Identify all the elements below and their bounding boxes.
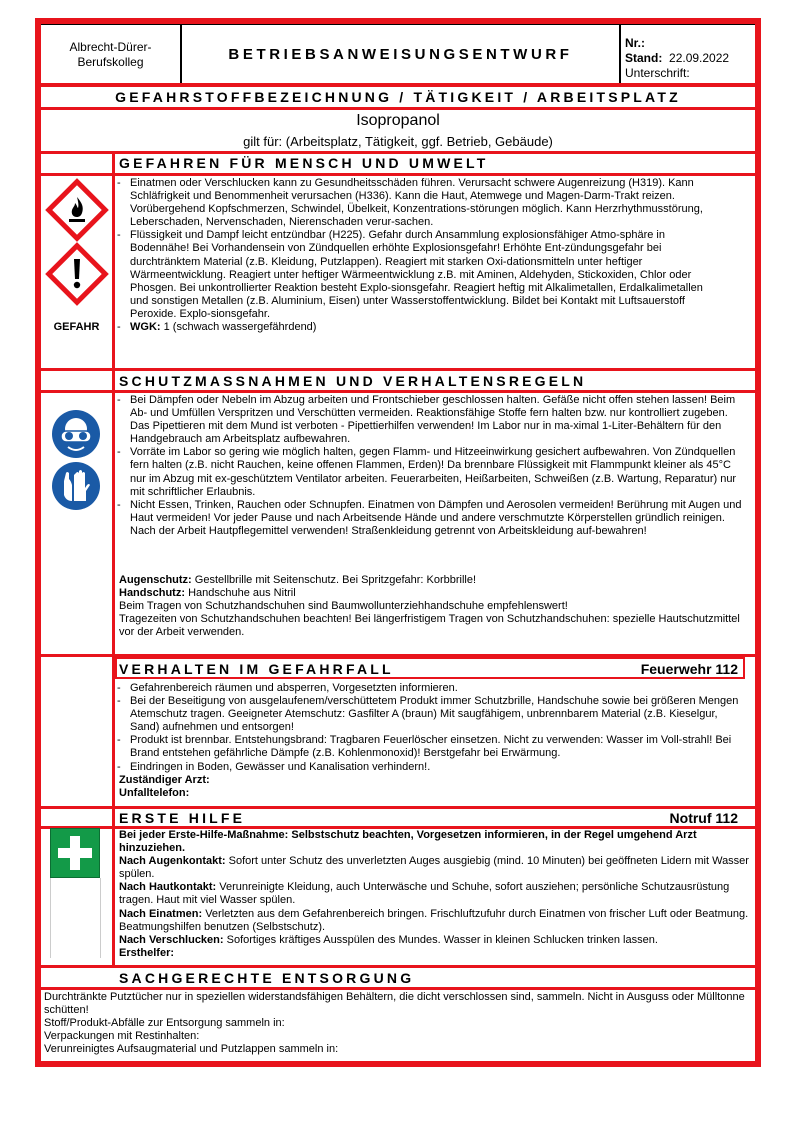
disposal-title-line <box>41 987 755 990</box>
first-aid-column-line <box>112 809 115 967</box>
stand-value: 22.09.2022 <box>669 51 730 65</box>
hazard-item-2: Flüssigkeit und Dampf leicht entzündbar (H225). Gefahr durch Ansammlung explosionsfähiger Atmo-sphäre in Bodennähe! Bei Vorhandensein von Zündquellen erhöhte Explosionsgefahr! Erhöhte Ent-zündungsgefahr bei durchtränktem Material (z.B. Kleidung, Putzlappen). Reagiert mit starken Oxi-dationsmitteln unter heftiger Wärmeentwicklung. Reagiert unter heftiger Wärmeentwicklung z.B. mit Aminen, Aldehyden, Stickoxiden, Chlor oder Phosgen. Bei unkontrollierter Reaktion besteht Explo-sionsgefahr. Reagiert heftig mit Alkalimetallen, Erdalkalimetallen und sonstigen Metallen (z.B. Aluminium, Eisen) unter Wasserstoffentwicklung. Bildet bei Kontakt mit Luftsauerstoff Peroxide. Explo-sionsgefahr. <box>130 229 703 320</box>
substance-scope: gilt für: (Arbeitsplatz, Tätigkeit, ggf. Betrieb, Gebäude) <box>243 134 553 149</box>
school-line-2: Berufskolleg <box>77 55 144 69</box>
signature-label: Unterschrift: <box>625 66 690 80</box>
protection-text <box>117 394 747 538</box>
hazards-column-line <box>112 154 115 370</box>
ppe-text <box>119 574 749 639</box>
glove-note-2: Tragezeiten von Schutzhandschuhen beachten! Bei längerfristigem Tragen von Schutzhandschuhen: spezielle Hautschutzmittel vor der Arbeit verwenden. <box>119 613 740 639</box>
substance-title-line <box>41 107 755 110</box>
substance-name: Isopropanol <box>356 112 440 129</box>
hazard-item-1: Einatmen oder Verschlucken kann zu Gesundheitsschäden führen. Verursacht schwere Augenreizung (H319). Kann Schläfrigkeit und Benommenheit verursachen (H336). Kann die Haut, Atemwege und Magen-Darm-Trakt reizen. Vorübergehend Kopfschmerzen, Schwindel, Übelkeit, Konzentrations-störungen möglich. Kann Herzrhythmusstörung, Leberschaden, Nervenschaden, Nierenschaden verur-sachen. <box>130 177 703 229</box>
eye-protection-icon <box>51 409 101 459</box>
skin-contact-text: Verunreinigte Kleidung, auch Unterwäsche und Schuhe, sofort ausziehen; persönliche Schutzausrüstung tragen. Haut mit viel Wasser spülen. <box>119 881 730 907</box>
list-item: - Gefahrenbereich räumen und absperren, Vorgesetzten informieren. <box>117 682 747 695</box>
first-aid-text <box>119 829 749 960</box>
document-title: BETRIEBSANWEISUNGSENTWURF <box>228 46 573 63</box>
list-item: - Einatmen oder Verschlucken kann zu Gesundheitsschäden führen. Verursacht schwere Augenreizung (H319). Kann Schläfrigkeit und Benommenheit verursachen (H336). Kann die Haut, Atemwege und Magen-Darm-Trakt reizen. Vorübergehend Kopfschmerzen, Schwindel, Übelkeit, Konzentrations-störungen möglich. Kann Herzrhythmusstörung, Leberschaden, Nervenschaden, Nierenschaden verur-sachen. <box>117 177 712 229</box>
first-aid-photo-placeholder <box>50 878 101 958</box>
stand-label: Stand: <box>625 51 663 65</box>
skin-contact-label: Nach Hautkontakt: <box>119 881 217 894</box>
first-aid-cross-icon <box>50 828 100 878</box>
first-aid-intro: Bei jeder Erste-Hilfe-Maßnahme: Selbstschutz beachten, Vorgesetzen informieren, in der Regel umgehend Arzt hinzuziehen. <box>119 829 697 855</box>
emergency-text <box>117 682 747 800</box>
disposal-top-line <box>41 965 755 968</box>
swallowing-label: Nach Verschlucken: <box>119 933 224 946</box>
substance-section-title: GEFAHRSTOFFBEZEICHNUNG / TÄTIGKEIT / ARBEITSPLATZ <box>115 89 681 105</box>
list-item: - Produkt ist brennbar. Entstehungsbrand: Tragbaren Feuerlöscher einsetzen. Nicht zu verwenden: Wasser im Voll-strahl! Bei Brand entstehen gefährliche Dämpfe (z.B. Kohlenmonoxid)! Berstgefahr bei Erwärmung. <box>117 734 747 760</box>
eye-contact-label: Nach Augenkontakt: <box>119 855 226 868</box>
fire-department-number: Feuerwehr 112 <box>640 661 738 677</box>
first-aid-section-title: ERSTE HILFE <box>119 810 246 826</box>
disposal-text <box>44 991 749 1056</box>
emergency-item-4: Eindringen in Boden, Gewässer und Kanalisation verhindern!. <box>130 760 431 773</box>
exclamation-pictogram-icon <box>44 241 110 307</box>
first-aider-label: Ersthelfer: <box>119 946 175 959</box>
list-item: - Eindringen in Boden, Gewässer und Kanalisation verhindern!. <box>117 761 747 774</box>
list-item: - Flüssigkeit und Dampf leicht entzündbar (H225). Gefahr durch Ansammlung explosionsfähiger Atmo-sphäre in Bodennähe! Bei Vorhandensein von Zündquellen erhöhte Explosionsgefahr! Erhöhte Ent-zündungsgefahr bei durchtränktem Material (z.B. Kleidung, Putzlappen). Reagiert mit starken Oxi-dationsmitteln unter heftiger Wärmeentwicklung. Reagiert unter heftiger Wärmeentwicklung z.B. mit Aminen, Aldehyden, Stickoxiden, Chlor oder Phosgen. Bei unkontrollierter Reaktion besteht Explo-sionsgefahr. Reagiert heftig mit Alkalimetallen, Erdalkalimetallen und sonstigen Metallen (z.B. Aluminium, Eisen) unter Wasserstoffentwicklung. Bildet bei Kontakt mit Luftsauerstoff Peroxide. Explo-sionsgefahr. <box>117 229 712 321</box>
list-item: - Nicht Essen, Trinken, Rauchen oder Schnupfen. Einatmen von Dämpfen und Aerosolen vermeiden! Berührung mit Augen und Haut vermeiden! Vor jeder Pause und nach Arbeitsende Hände und andere verschmutzte Körperstellen gründlich reinigen. Nach der Arbeit Hautpflegemittel verwenden! Straßenkleidung getrennt von Arbeitskleidung auf-bewahren! <box>117 499 747 538</box>
hazards-title-line <box>41 173 755 176</box>
emergency-section-title: VERHALTEN IM GEFAHRFALL <box>119 661 394 677</box>
flammable-pictogram-icon <box>44 177 110 243</box>
protection-title-line <box>41 390 755 393</box>
school-name <box>41 40 180 70</box>
doctor-label: Zuständiger Arzt: <box>119 773 210 786</box>
wgk-label: WGK: <box>130 321 161 334</box>
swallowing-text: Sofortiges kräftiges Ausspülen des Mundes. Wasser in kleinen Schlucken trinken lassen. <box>226 933 658 946</box>
eye-contact-text: Sofort unter Schutz des unverletzten Auges ausgiebig (mind. 10 Minuten) bei geöffneten Lidern mit Wasser spülen. <box>119 855 749 881</box>
school-line-1: Albrecht-Dürer- <box>69 40 152 54</box>
protection-top-line <box>41 368 755 371</box>
signal-word: GEFAHR <box>53 321 100 333</box>
protection-column-line <box>112 371 115 656</box>
list-item: - Bei der Beseitigung von ausgelaufenem/verschüttetem Produkt immer Schutzbrille, Handschuhe sowie bei größeren Mengen Atemschutz tragen. Geeigneter Atemschutz: Gasfilter A (braun) Mit saugfähigem, unbrennbarem Material (z.B. Kieselgur, Sand) aufnehmen und entsorgen! <box>117 695 747 734</box>
list-item: - WGK: 1 (schwach wassergefährdend) <box>117 321 317 334</box>
hazards-text <box>117 177 712 334</box>
header-top-line <box>41 24 755 25</box>
header-meta <box>625 36 729 81</box>
disposal-line-1: Durchtränkte Putztücher nur in speziellen widerstandsfähigen Behältern, die dicht verschlossen sind, sammeln. Nicht in Ausguss oder Mülltonne schütten! <box>44 991 745 1017</box>
first-aid-top-line <box>41 806 755 809</box>
eye-protection-value: Gestellbrille mit Seitenschutz. Bei Spritzgefahr: Korbbrille! <box>194 574 477 586</box>
hand-protection-label: Handschutz: <box>119 587 185 600</box>
emergency-column-line <box>112 657 115 807</box>
disposal-line-3: Verpackungen mit Restinhalten: <box>44 1030 200 1043</box>
emergency-item-1: Gefahrenbereich räumen und absperren, Vorgesetzten informieren. <box>130 682 458 694</box>
hazards-section-title: GEFAHREN FÜR MENSCH UND UMWELT <box>119 155 489 171</box>
hand-protection-icon <box>51 461 101 511</box>
eye-protection-label: Augenschutz: <box>119 574 192 586</box>
protection-item-3: Nicht Essen, Trinken, Rauchen oder Schnupfen. Einatmen von Dämpfen und Aerosolen vermeiden! Berührung mit Augen und Haut vermeiden! Vor jeder Pause und nach Arbeitsende Hände und andere verschmutzte Körperstellen gründlich reinigen. Nach der Arbeit Hautpflegemittel verwenden! Straßenkleidung getrennt von Arbeitskleidung auf-bewahren! <box>130 498 742 537</box>
protection-item-2: Vorräte im Labor so gering wie möglich halten, gegen Flamm- und Hitzeeinwirkung gesichert aufbewahren. Von Zündquellen fern halten (z.B. nicht Rauchen, keine offenen Flammen, Erden)! Da brennbare Flüssigkeit mit Flammpunkt kleiner als 45°C nur im Abzug mit ex-geschütztem Ventilator arbeiten. Feuerarbeiten, Heißarbeiten, Schweißen (z.B. Wartung, Reparatur) nur mit schriftlicher Erlaubnis. <box>130 446 737 498</box>
glove-note-1: Beim Tragen von Schutzhandschuhen sind Baumwollunterziehhandschuhe empfehlenswert! <box>119 600 568 613</box>
emergency-item-2: Bei der Beseitigung von ausgelaufenem/verschüttetem Produkt immer Schutzbrille, Handschuhe sowie bei größeren Mengen Atemschutz tragen. Geeigneter Atemschutz: Gasfilter A (braun) Mit saugfähigem, unbrennbarem Material (z.B. Kieselgur, Sand) aufnehmen und entsorgen! <box>130 695 739 734</box>
protection-section-title: SCHUTZMASSNAHMEN UND VERHALTENSREGELN <box>119 373 587 389</box>
header-bottom-line <box>41 83 755 87</box>
nr-label: Nr.: <box>625 36 646 50</box>
header-divider-right <box>619 24 621 84</box>
hand-protection-value: Handschuhe aus Nitril <box>188 587 296 600</box>
protection-item-1: Bei Dämpfen oder Nebeln im Abzug arbeiten und Frontschieber geschlossen halten. Gefäße nicht offen stehen lassen! Beim Ab- und Umfüllen Verspritzen und Verschütten vermeiden. Reaktionsfähige Stoffe fern halten bzw. nur kontrolliert zugeben. Das Pipettieren mit dem Mund ist verboten - Pipettierhilfen verwenden! Im Labor nur in ma-ximal 1-Liter-Behältern für den Handgebrauch am Arbeitsplatz aufbewahren. <box>130 394 736 446</box>
disposal-section-title: SACHGERECHTE ENTSORGUNG <box>119 970 415 986</box>
emergency-item-3: Produkt ist brennbar. Entstehungsbrand: Tragbaren Feuerlöscher einsetzen. Nicht zu verwenden: Wasser im Voll-strahl! Bei Brand entstehen gefährliche Dämpfe (z.B. Kohlenmonoxid)! Berstgefahr bei Erwärmung. <box>130 734 732 760</box>
inhalation-label: Nach Einatmen: <box>119 907 203 920</box>
disposal-line-2: Stoff/Produkt-Abfälle zur Entsorgung sammeln in: <box>44 1017 285 1030</box>
emergency-call-number: Notruf 112 <box>669 810 738 826</box>
accident-phone-label: Unfalltelefon: <box>119 786 190 799</box>
wgk-value: 1 (schwach wassergefährdend) <box>163 321 317 334</box>
disposal-line-4: Verunreinigtes Aufsaugmaterial und Putzlappen sammeln in: <box>44 1043 339 1056</box>
list-item: - Vorräte im Labor so gering wie möglich halten, gegen Flamm- und Hitzeeinwirkung gesichert aufbewahren. Von Zündquellen fern halten (z.B. nicht Rauchen, keine offenen Flammen, Erden)! Da brennbare Flüssigkeit mit Flammpunkt kleiner als 45°C nur im Abzug mit ex-geschütztem Ventilator arbeiten. Feuerarbeiten, Heißarbeiten, Schweißen (z.B. Wartung, Reparatur) nur mit schriftlicher Erlaubnis. <box>117 446 747 498</box>
list-item: - Bei Dämpfen oder Nebeln im Abzug arbeiten und Frontschieber geschlossen halten. Gefäße nicht offen stehen lassen! Beim Ab- und Umfüllen Verspritzen und Verschütten vermeiden. Reaktionsfähige Stoffe fern halten bzw. nur kontrolliert zugeben. Das Pipettieren mit dem Mund ist verboten - Pipettierhilfen verwenden! Im Labor nur in ma-ximal 1-Liter-Behältern für den Handgebrauch am Arbeitsplatz aufbewahren. <box>117 394 747 446</box>
inhalation-text: Verletzten aus dem Gefahrenbereich bringen. Frischluftzufuhr durch Einatmen von frischer Luft oder Beatmung. Beatmungshilfen benutzen (Selbstschutz). <box>119 907 749 933</box>
hazards-top-line <box>41 151 755 154</box>
